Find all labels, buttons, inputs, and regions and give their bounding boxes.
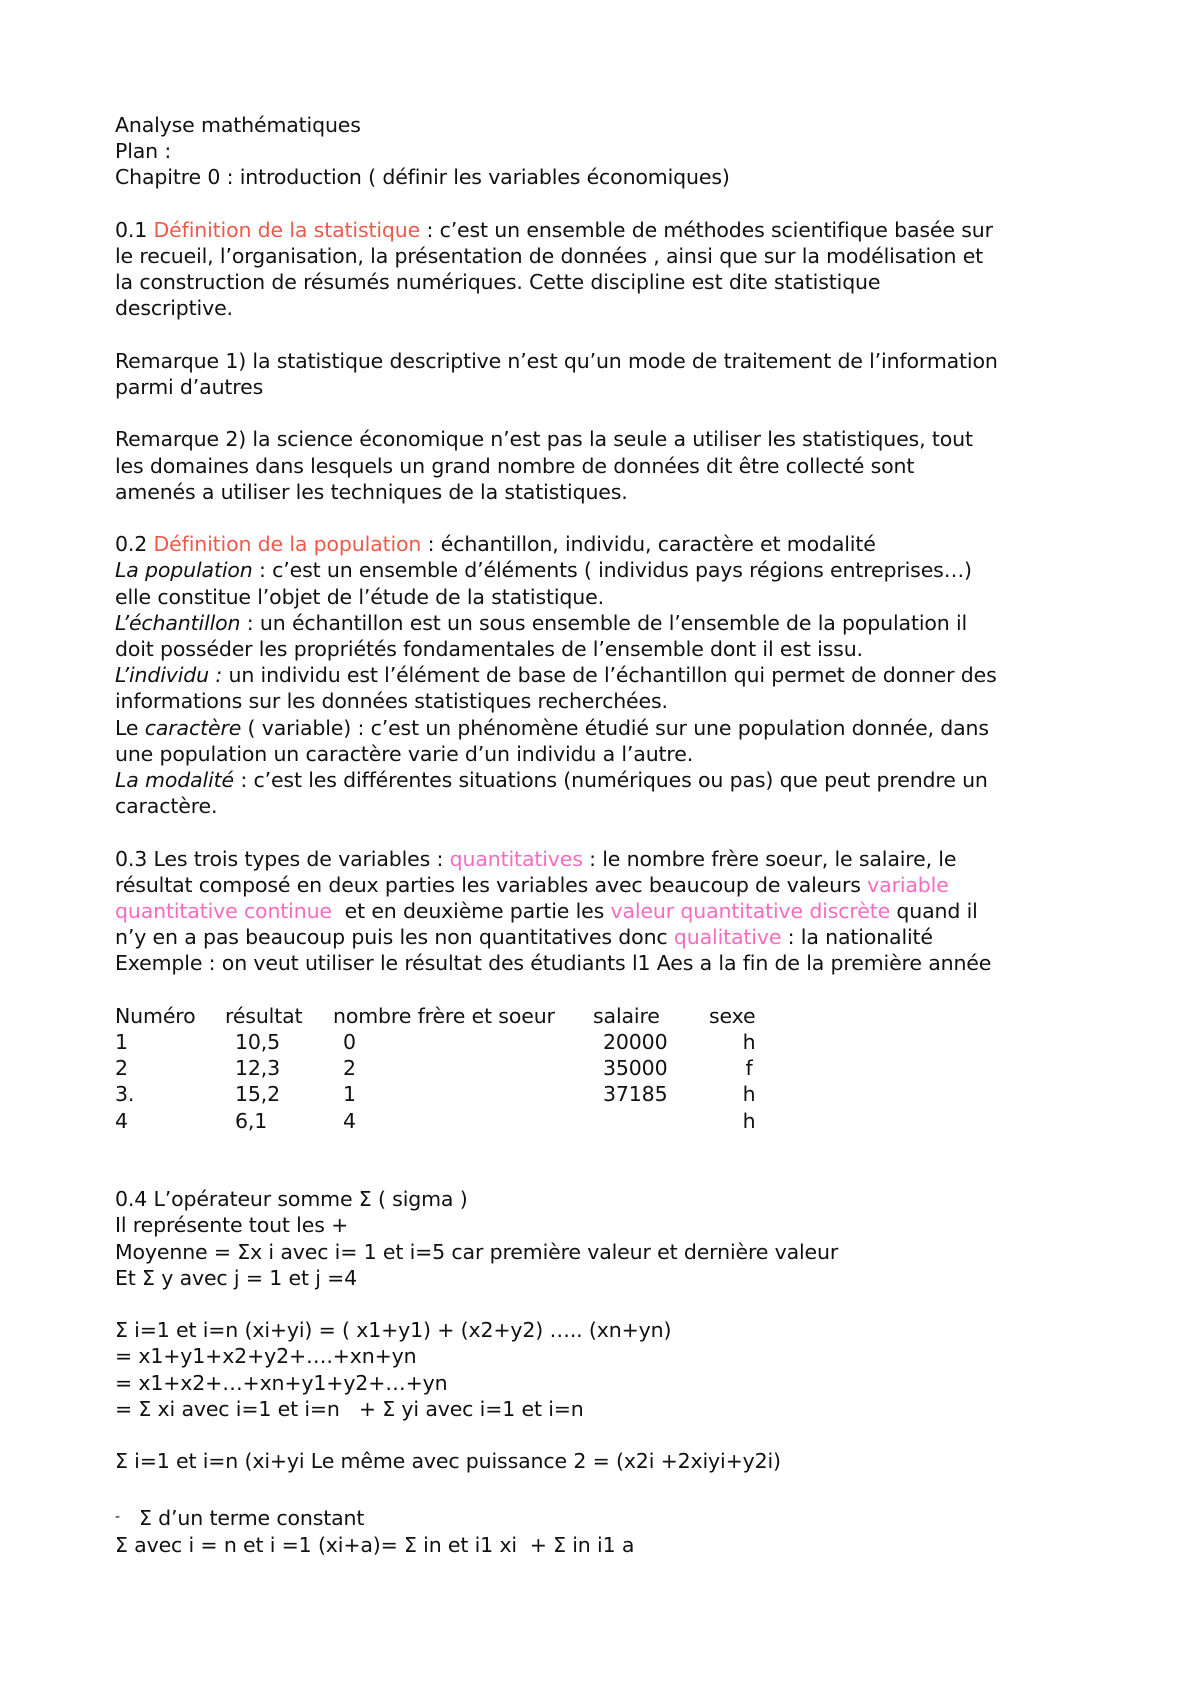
- table-cell: h: [742, 1030, 756, 1055]
- table-header-cell: Numéro: [115, 1003, 196, 1028]
- sum-expansion-line-3: = x1+x2+…+xn+y1+y2+…+yn: [115, 1370, 448, 1395]
- modality-definition-line-2: caractère.: [115, 794, 218, 819]
- remark-2-line-1: Remarque 2) la science économique n’est pas la seule a utiliser les statistiques, tout: [115, 427, 973, 452]
- variable-term: variable: [867, 872, 949, 897]
- students-table: [115, 1003, 789, 1134]
- table-cell: [593, 1108, 709, 1134]
- table-row: [115, 1029, 789, 1055]
- section-0-3-example: Exemple : on veut utiliser le résultat des étudiants l1 Aes a la fin de la première année: [115, 951, 992, 976]
- table-row: [115, 1081, 789, 1107]
- table-cell: 4: [343, 1108, 356, 1133]
- sum-expansion-line-2: = x1+y1+x2+y2+….+xn+yn: [115, 1344, 417, 1369]
- table-cell: h: [742, 1082, 756, 1107]
- table-cell: f: [745, 1056, 753, 1081]
- character-definition-line-1: Le caractère ( variable) : c’est un phénomène étudié sur une population donnée, dans: [115, 715, 989, 740]
- section-0-1-title: Définition de la statistique: [153, 217, 421, 242]
- table-cell: 10,5: [235, 1030, 281, 1055]
- qualitative-term: qualitative: [673, 925, 782, 950]
- population-definition-line-2: elle constitue l’objet de l’étude de la statistique.: [115, 584, 604, 609]
- document-title: Analyse mathématiques: [115, 113, 361, 137]
- bullet-dash: -: [115, 1509, 120, 1526]
- table-cell: 2: [115, 1056, 128, 1081]
- section-0-4-heading: 0.4 L’opérateur somme Σ ( sigma ): [115, 1187, 468, 1212]
- quantitative-term: quantitatives: [449, 846, 583, 871]
- section-0-1-line-2: le recueil, l’organisation, la présentation de données , ainsi que sur la modélisation et: [115, 244, 984, 268]
- table-header-row: [115, 1003, 789, 1029]
- table-header-cell: nombre frère et soeur: [333, 1003, 555, 1028]
- constant-term-bullet: - Σ d’un terme constant: [115, 1506, 365, 1531]
- table-cell: 2: [343, 1056, 356, 1081]
- table-cell: 20000: [603, 1030, 668, 1055]
- section-0-3-line-4: n’y en a pas beaucoup puis les non quantitatives donc qualitative : la nationalité: [115, 925, 933, 950]
- section-0-3-line-1: 0.3 Les trois types de variables : quantitatives : le nombre frère soeur, le salaire, le: [115, 846, 957, 871]
- section-0-1-line-1: 0.1 Définition de la statistique : c’est un ensemble de méthodes scientifique basée sur: [115, 217, 993, 242]
- remark-2-line-2: les domaines dans lesquels un grand nombre de données dit être collecté sont: [115, 453, 915, 478]
- population-definition-line-1: La population : c’est un ensemble d’éléments ( individus pays régions entreprises…): [115, 558, 972, 583]
- sum-square-line: Σ i=1 et i=n (xi+yi Le même avec puissance 2 = (x2i +2xiyi+y2i): [115, 1449, 781, 1474]
- document-page: [115, 112, 1115, 1558]
- plan-label: Plan :: [115, 139, 172, 164]
- sum-expansion-line-4: = Σ xi avec i=1 et i=n + Σ yi avec i=1 et i=n: [115, 1396, 584, 1421]
- character-term: caractère: [144, 715, 242, 740]
- remark-1-line-2: parmi d’autres: [115, 375, 264, 399]
- individual-definition-line-1: L’individu : un individu est l’élément de base de l’échantillon qui permet de donner des: [115, 663, 997, 688]
- table-cell: 37185: [603, 1082, 668, 1107]
- sum-expansion-line-1: Σ i=1 et i=n (xi+yi) = ( x1+y1) + (x2+y2) ….. (xn+yn): [115, 1318, 672, 1343]
- table-cell: 1: [115, 1030, 128, 1055]
- table-header-cell: sexe: [709, 1003, 756, 1028]
- continuous-quantitative-term: quantitative continue: [115, 899, 332, 924]
- individual-term: L’individu :: [115, 663, 223, 688]
- table-cell: h: [742, 1108, 756, 1133]
- table-cell: 0: [343, 1030, 356, 1055]
- section-0-4-line-4: Et Σ y avec j = 1 et j =4: [115, 1265, 358, 1290]
- sample-definition-line-1: L’échantillon : un échantillon est un sous ensemble de l’ensemble de la population il: [115, 610, 968, 635]
- constant-term-formula: Σ avec i = n et i =1 (xi+a)= Σ in et i1 xi + Σ in i1 a: [115, 1532, 635, 1557]
- remark-2-line-3: amenés a utiliser les techniques de la statistiques.: [115, 479, 628, 504]
- table-cell: 35000: [603, 1056, 668, 1081]
- table-cell: 12,3: [235, 1056, 281, 1081]
- discrete-quantitative-term: valeur quantitative discrète: [610, 899, 891, 924]
- modality-definition-line-1: La modalité : c’est les différentes situations (numériques ou pas) que peut prendre un: [115, 768, 988, 793]
- section-0-3-line-3: quantitative continue et en deuxième partie les valeur quantitative discrète quand il: [115, 899, 978, 924]
- section-0-4-line-2: Il représente tout les +: [115, 1213, 349, 1238]
- character-definition-line-2: une population un caractère varie d’un individu a l’autre.: [115, 741, 694, 766]
- section-0-3-line-2: résultat composé en deux parties les variables avec beaucoup de valeurs variable: [115, 872, 949, 897]
- section-0-1-line-3: la construction de résumés numériques. Cette discipline est dite statistique: [115, 270, 881, 295]
- population-term: La population: [115, 558, 253, 583]
- table-cell: 4: [115, 1108, 128, 1133]
- table-row: [115, 1108, 789, 1134]
- section-0-1-line-4: descriptive.: [115, 296, 233, 321]
- modality-term: La modalité: [115, 768, 234, 793]
- sample-definition-line-2: doit posséder les propriétés fondamentales de l’ensemble dont il est issu.: [115, 637, 863, 661]
- table-cell: 3.: [115, 1082, 135, 1107]
- section-0-2-heading: 0.2 Définition de la population : échantillon, individu, caractère et modalité: [115, 532, 876, 557]
- chapter-heading: Chapitre 0 : introduction ( définir les variables économiques): [115, 165, 730, 190]
- section-0-2-title: Définition de la population: [153, 532, 422, 557]
- section-0-4-line-3: Moyenne = Σx i avec i= 1 et i=5 car première valeur et dernière valeur: [115, 1239, 839, 1264]
- sample-term: L’échantillon: [115, 610, 241, 635]
- table-cell: 6,1: [235, 1108, 268, 1133]
- individual-definition-line-2: informations sur les données statistiques recherchées.: [115, 689, 668, 714]
- table-cell: 1: [343, 1082, 356, 1107]
- table-header-cell: salaire: [593, 1003, 660, 1028]
- remark-1-line-1: Remarque 1) la statistique descriptive n’est qu’un mode de traitement de l’information: [115, 348, 998, 373]
- table-row: [115, 1055, 789, 1081]
- table-header-cell: résultat: [225, 1003, 303, 1028]
- table-cell: 15,2: [235, 1082, 281, 1107]
